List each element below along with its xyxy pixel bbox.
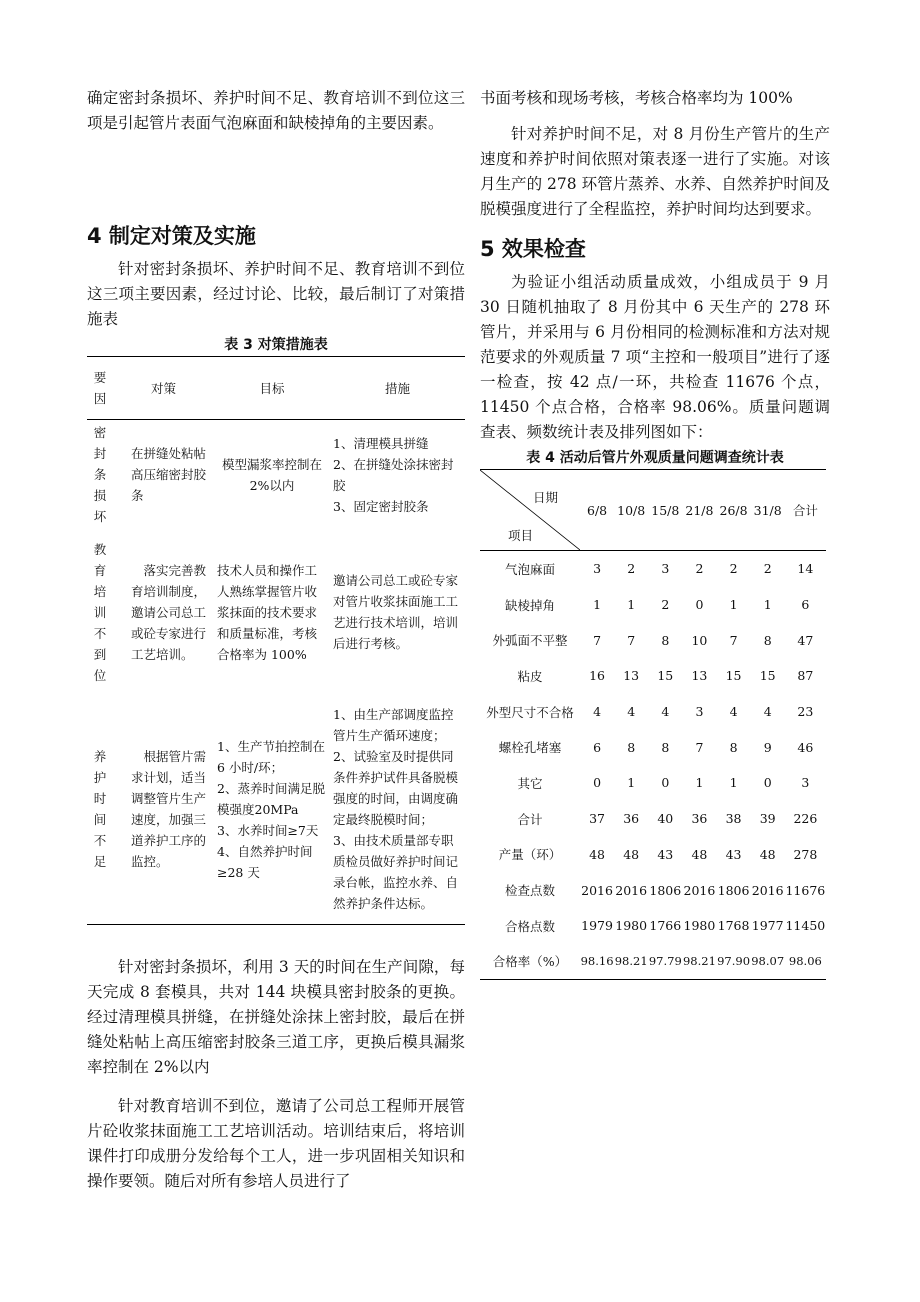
table4-row-label: 合格点数 (504, 918, 555, 934)
table4-cell: 7 (729, 632, 738, 648)
table4-col-header: 10/8 (614, 470, 648, 551)
table4-cell: 1 (627, 775, 636, 791)
table4-cell: 13 (691, 668, 708, 684)
table4-cell: 0 (593, 775, 602, 791)
table4-col-header: 26/8 (717, 470, 751, 551)
table4-cell: 1 (729, 775, 738, 791)
table4-cell: 7 (627, 632, 636, 648)
table4-cell: 40 (657, 811, 674, 827)
table3-cause: 密封条损坏 (93, 425, 107, 525)
table3-header-cause: 要因 (87, 357, 113, 420)
table3-action: 邀请公司总工或砼专家对管片收浆抹面施工工艺进行技术培训，培训后进行考核。 (333, 573, 459, 651)
table4-cell: 46 (797, 739, 814, 755)
table4-cell: 16 (589, 668, 606, 684)
table4-cell: 4 (729, 704, 738, 720)
table4-cell: 98.07 (751, 944, 785, 980)
table4-cell: 13 (623, 668, 640, 684)
left-paragraph-1: 确定密封条损坏、养护时间不足、教育培训不到位这三项是引起管片表面气泡麻面和缺棱掉角的主要因素。 (87, 89, 465, 132)
table3-row (87, 695, 465, 925)
table4-cell: 278 (793, 846, 818, 862)
left-paragraph-2: 针对密封条损坏、养护时间不足、教育培训不到位这三项主要因素，经过讨论、比较，最后制订了对策措施表 (87, 260, 465, 328)
table3-measure: 落实完善教育培训制度，邀请公司总工或砼专家进行工艺培训。 (131, 562, 207, 662)
table4-cell: 4 (661, 704, 670, 720)
table4-col-header: 31/8 (751, 470, 785, 551)
table4-cell: 15 (725, 668, 742, 684)
table3-row (87, 420, 465, 530)
table4-row-label: 螺栓孔堵塞 (498, 740, 562, 756)
table4-cell: 2016 (751, 882, 784, 898)
table4-cell: 0 (695, 597, 704, 613)
table4-row (480, 729, 826, 765)
table4-cell: 97.90 (717, 944, 751, 980)
table4-cell: 8 (763, 632, 772, 648)
table3-action: 1、由生产部调度监控管片生产循环速度； 2、试验室及时提供同条件养护试件具备脱模强度的时间，由调度确定最终脱模时间； 3、由技术质量部专职质检员做好养护时间记录台帐，监控水养、自然养护条件达标。 (330, 695, 465, 925)
table4-cell: 1806 (717, 882, 750, 898)
table4-cell: 0 (763, 775, 772, 791)
table4-col-header: 合计 (785, 470, 826, 551)
table4-cell: 1977 (751, 918, 784, 934)
table3-header-goal: 目标 (214, 357, 330, 420)
table4-cell: 43 (725, 846, 742, 862)
table4-cell: 3 (801, 775, 810, 791)
table4-cell: 2 (661, 597, 670, 613)
table4-cell: 2 (627, 561, 636, 577)
table4-row-label: 缺棱掉角 (504, 597, 555, 613)
table4-row (480, 694, 826, 730)
table4-row-label: 产量（环） (498, 847, 562, 863)
section-4-heading: 4 制定对策及实施 (87, 224, 256, 248)
table3-caption: 表 3 对策措施表 (224, 337, 328, 353)
right-paragraph-2: 针对养护时间不足，对 8 月份生产管片的生产速度和养护时间依照对策表逐一进行了实施。对该月生产的 278 环管片蒸养、水养、自然养护时间及脱模强度进行了全程监控，养护时间均达到要求。 (480, 125, 830, 218)
table4-cell: 47 (797, 632, 814, 648)
table4-corner-item: 项目 (508, 528, 534, 543)
table4-cell: 1766 (649, 918, 682, 934)
table3-goal: 模型漏浆率控制在 2%以内 (221, 456, 322, 493)
table4-row (480, 765, 826, 801)
table4-row (480, 658, 826, 694)
table3-goal: 1、生产节拍控制在 6 小时/环； 2、蒸养时间满足脱模强度20MPa 3、水养时间≥7天 4、自然养护时间≥28 天 (214, 695, 330, 925)
table4-cell: 11676 (785, 882, 826, 898)
table4-cell: 7 (593, 632, 602, 648)
table4-cell: 48 (589, 846, 606, 862)
table4-cell: 98.06 (785, 944, 826, 980)
table4-cell: 1806 (649, 882, 682, 898)
table4-cell: 4 (763, 704, 772, 720)
table4-cell: 8 (729, 739, 738, 755)
table4-caption: 表 4 活动后管片外观质量问题调查统计表 (526, 450, 784, 466)
table4-row (480, 872, 826, 908)
table3-goal: 技术人员和操作工人熟练掌握管片收浆抹面的技术要求和质量标准，考核合格率为 100% (217, 562, 318, 662)
table4-row-label: 其它 (517, 775, 543, 791)
table4-row-label: 外弧面不平整 (492, 633, 568, 649)
table4-row-label: 气泡麻面 (504, 561, 555, 577)
table4-cell: 3 (593, 561, 602, 577)
table4-cell: 11450 (785, 918, 826, 934)
table4 (480, 469, 826, 980)
table4-cell: 97.79 (648, 944, 682, 980)
table3-cause: 教育培训不到位 (93, 541, 107, 683)
table4-cell: 2016 (615, 882, 648, 898)
table3-cause: 养护时间不足 (87, 695, 113, 925)
table4-cell: 14 (797, 561, 814, 577)
table4-cell: 48 (623, 846, 640, 862)
table3-action: 1、清理模具拼缝 2、在拼缝处涂抹密封胶 3、固定密封胶条 (333, 435, 454, 514)
table4-cell: 38 (725, 811, 742, 827)
table4-row (480, 837, 826, 873)
table4-cell: 3 (661, 561, 670, 577)
table4-cell: 36 (623, 811, 640, 827)
table4-cell: 98.16 (580, 944, 614, 980)
table4-col-header: 15/8 (648, 470, 682, 551)
table4-cell: 4 (627, 704, 636, 720)
table4-cell: 1980 (683, 918, 716, 934)
table4-row-label: 粘皮 (517, 668, 543, 684)
table4-cell: 2016 (581, 882, 613, 898)
table4-cell: 0 (661, 775, 670, 791)
table4-row (480, 908, 826, 944)
table4-cell: 1768 (717, 918, 750, 934)
table4-cell: 48 (759, 846, 776, 862)
table4-row-label: 检查点数 (504, 883, 555, 899)
table4-header-row (480, 470, 826, 551)
table4-cell: 1 (763, 597, 772, 613)
table4-cell: 1 (627, 597, 636, 613)
table3-header-measure: 对策 (113, 357, 214, 420)
table4-cell: 36 (691, 811, 708, 827)
table4-cell: 98.21 (682, 944, 716, 980)
table4-cell: 1 (729, 597, 738, 613)
table4-cell: 226 (793, 811, 818, 827)
table4-cell: 1 (593, 597, 602, 613)
table3-header-row (87, 357, 465, 420)
table4-cell: 2016 (683, 882, 716, 898)
table4-cell: 37 (589, 811, 606, 827)
table4-cell: 6 (593, 739, 602, 755)
right-paragraph-1: 书面考核和现场考核，考核合格率均为 100% (480, 89, 793, 107)
table4-cell: 15 (759, 668, 776, 684)
table4-cell: 23 (797, 704, 814, 720)
table4-cell: 43 (657, 846, 674, 862)
table4-row (480, 801, 826, 837)
table4-corner-cell (480, 470, 580, 551)
table4-cell: 8 (627, 739, 636, 755)
table4-cell: 87 (797, 668, 814, 684)
table4-row (480, 944, 826, 980)
table4-cell: 10 (691, 632, 708, 648)
table4-body (480, 551, 826, 980)
left-paragraph-3: 针对密封条损坏，利用 3 天的时间在生产间隙，每天完成 8 套模具，共对 144 块模具密封胶条的更换。经过清理模具拼缝，在拼缝处涂抹上密封胶，最后在拼缝处粘帖上高压缩密封胶条三道工序，更换后模具漏浆率控制在 2%以内 (87, 958, 465, 1076)
left-column (87, 86, 465, 1194)
table4-cell: 98.21 (614, 944, 648, 980)
table3 (87, 356, 465, 925)
table4-corner-date: 日期 (532, 490, 558, 505)
table3-measure: 根据管片需求计划，适当调整管片生产速度，加强三道养护工序的监控。 (113, 695, 214, 925)
left-paragraph-4: 针对教育培训不到位，邀请了公司总工程师开展管片砼收浆抹面施工工艺培训活动。培训结束后，将培训课件打印成册分发给每个工人，进一步巩固相关知识和操作要领。随后对所有参培人员进行了 (87, 1097, 465, 1190)
table4-cell: 1 (695, 775, 704, 791)
table4-cell: 8 (661, 632, 670, 648)
table4-col-header: 21/8 (682, 470, 716, 551)
table4-cell: 39 (759, 811, 776, 827)
right-paragraph-3: 为验证小组活动质量成效，小组成员于 9 月 30 日随机抽取了 8 月份其中 6 天生产的 278 环管片，并采用与 6 月份相同的检测标准和方法对规范要求的外观质量 7 项“主控和一般项目”进行了逐一检查，按 42 点/一环，共检查 11676 个点，11450 个点合格，合格率 98.06%。质量问题调查表、频数统计表及排列图如下： (480, 273, 830, 441)
table4-row-label: 合计 (517, 811, 543, 827)
table4-row (480, 587, 826, 623)
table4-cell: 48 (691, 846, 708, 862)
table4-cell: 6 (801, 597, 810, 613)
table4-row-label: 外型尺寸不合格 (486, 704, 574, 720)
section-5-heading: 5 效果检查 (480, 237, 586, 261)
table4-cell: 3 (695, 704, 704, 720)
table4-cell: 9 (763, 739, 772, 755)
table4-cell: 2 (695, 561, 704, 577)
table4-cell: 4 (593, 704, 602, 720)
table4-cell: 1979 (581, 918, 613, 934)
table4-row-label: 合格率（%） (480, 944, 580, 980)
table4-cell: 2 (729, 561, 738, 577)
table3-row (87, 530, 465, 695)
table4-cell: 7 (695, 739, 704, 755)
table3-header-action: 措施 (330, 357, 465, 420)
table4-row (480, 622, 826, 658)
table4-cell: 1980 (615, 918, 648, 934)
table4-cell: 15 (657, 668, 674, 684)
right-column (480, 86, 830, 980)
table4-cell: 8 (661, 739, 670, 755)
table4-row (480, 551, 826, 587)
table4-cell: 2 (763, 561, 772, 577)
table4-col-header: 6/8 (580, 470, 614, 551)
table3-measure: 在拼缝处粘帖高压缩密封胶条 (131, 446, 207, 504)
